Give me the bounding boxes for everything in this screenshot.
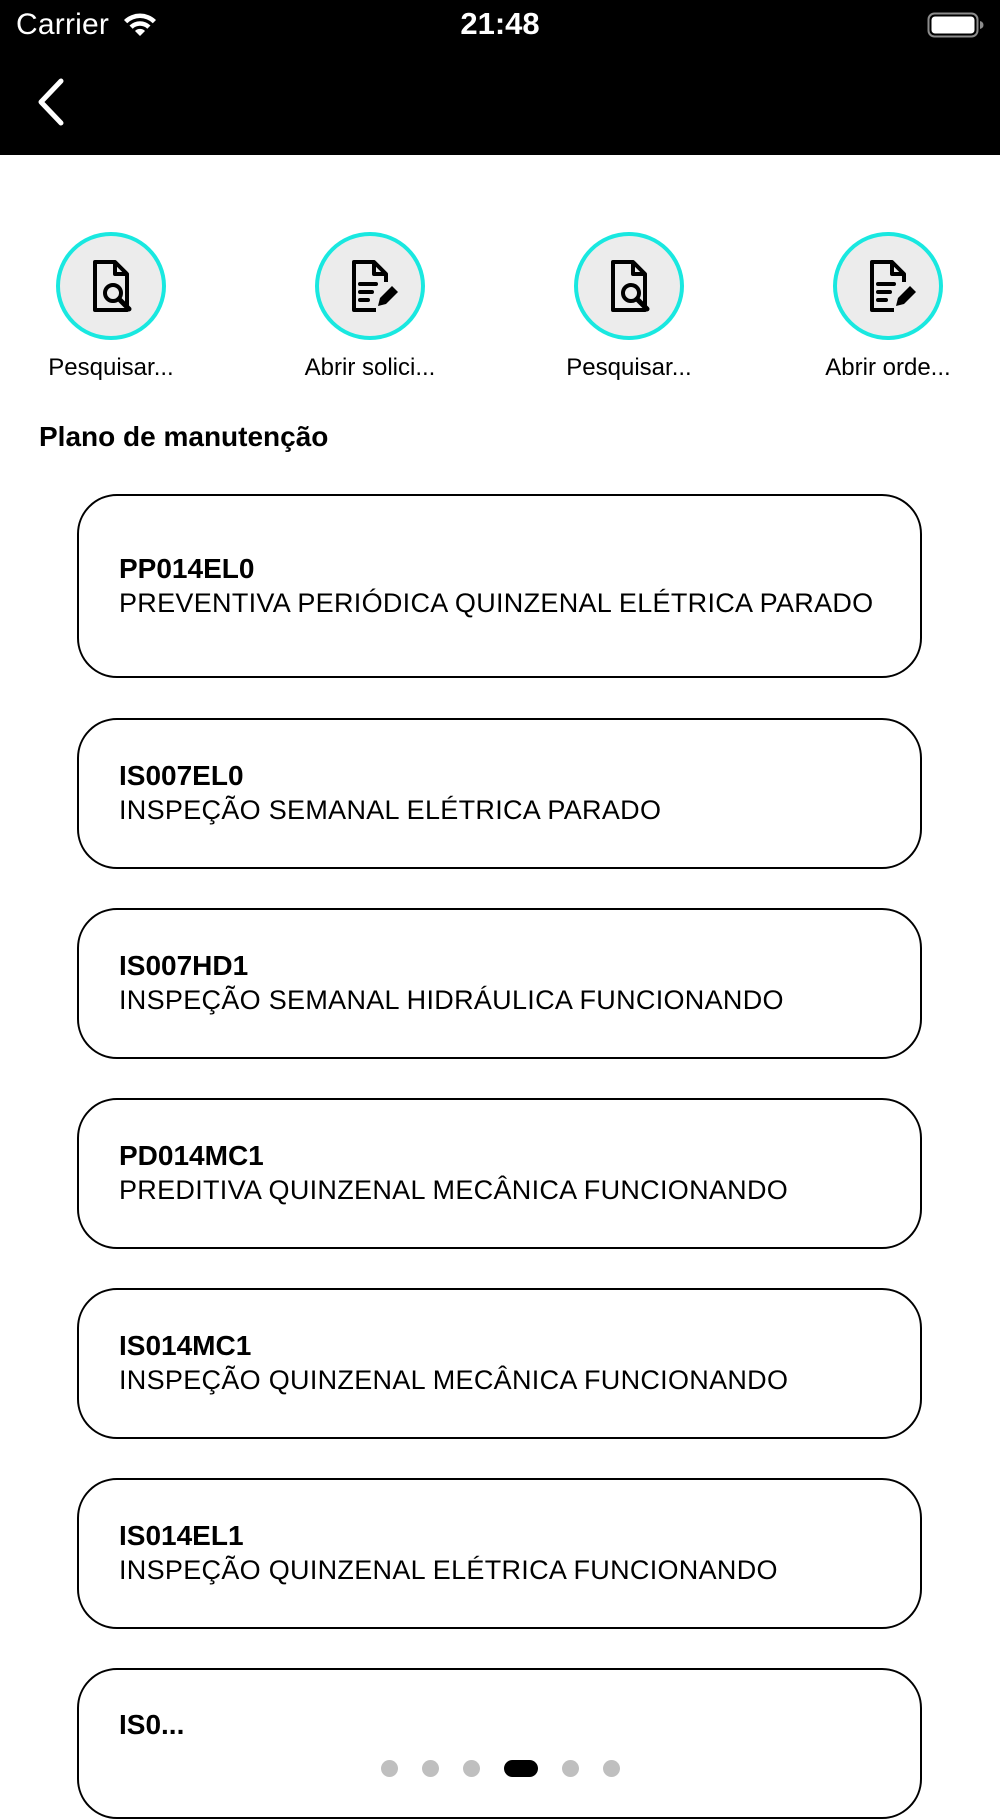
shortcut-open-order[interactable] <box>788 232 988 382</box>
plan-description: INSPEÇÃO SEMANAL HIDRÁULICA FUNCIONANDO <box>119 985 784 1015</box>
plan-description: PREVENTIVA PERIÓDICA QUINZENAL ELÉTRICA PARADO <box>119 587 874 618</box>
battery-icon <box>927 12 985 38</box>
shortcut-icon-circle <box>315 232 425 340</box>
plan-card[interactable] <box>77 718 922 869</box>
plan-code: IS0... <box>119 1709 185 1740</box>
document-search-icon <box>83 258 139 314</box>
top-bar <box>0 0 1000 155</box>
shortcut-open-request[interactable] <box>270 232 470 382</box>
section-title: Plano de manutenção <box>39 421 329 452</box>
maintenance-plan-list[interactable] <box>0 488 1000 1740</box>
page-dot[interactable] <box>562 1760 579 1777</box>
plan-card[interactable] <box>77 1098 922 1249</box>
status-time: 21:48 <box>460 6 540 41</box>
shortcut-icon-circle <box>833 232 943 340</box>
page-dot-active[interactable] <box>504 1760 538 1777</box>
shortcut-label: Abrir orde... <box>825 354 951 381</box>
plan-description: INSPEÇÃO SEMANAL ELÉTRICA PARADO <box>119 795 662 825</box>
plan-code: IS007HD1 <box>119 950 249 981</box>
shortcut-search-requests[interactable] <box>11 232 211 382</box>
document-search-icon <box>601 258 657 314</box>
back-button[interactable] <box>22 72 78 132</box>
shortcut-label: Pesquisar... <box>566 354 692 381</box>
plan-code: IS014EL1 <box>119 1520 244 1551</box>
document-edit-icon <box>860 258 916 314</box>
page-dot[interactable] <box>463 1760 480 1777</box>
page-dot[interactable] <box>603 1760 620 1777</box>
shortcut-search-orders[interactable] <box>529 232 729 382</box>
plan-description: INSPEÇÃO QUINZENAL ELÉTRICA FUNCIONANDO <box>119 1555 778 1585</box>
shortcut-icon-circle <box>56 232 166 340</box>
page-dot[interactable] <box>422 1760 439 1777</box>
plan-card[interactable] <box>77 1668 922 1819</box>
page-indicator[interactable] <box>0 1759 1000 1777</box>
shortcut-icon-circle <box>574 232 684 340</box>
document-edit-icon <box>342 258 398 314</box>
plan-description: INSPEÇÃO QUINZENAL MECÂNICA FUNCIONANDO <box>119 1365 789 1395</box>
plan-code: IS014MC1 <box>119 1330 252 1361</box>
page-dot[interactable] <box>381 1760 398 1777</box>
plan-code: PP014EL0 <box>119 552 255 584</box>
shortcut-label: Pesquisar... <box>48 354 174 381</box>
plan-card[interactable] <box>77 908 922 1059</box>
plan-code: IS007EL0 <box>119 760 244 791</box>
plan-card[interactable] <box>77 494 922 678</box>
plan-description: PREDITIVA QUINZENAL MECÂNICA FUNCIONANDO <box>119 1175 789 1205</box>
carrier-label: Carrier <box>16 8 110 41</box>
shortcut-label: Abrir solici... <box>304 354 436 381</box>
chevron-left-icon <box>33 77 67 127</box>
plan-card[interactable] <box>77 1478 922 1629</box>
plan-card[interactable] <box>77 1288 922 1439</box>
plan-code: PD014MC1 <box>119 1140 264 1171</box>
